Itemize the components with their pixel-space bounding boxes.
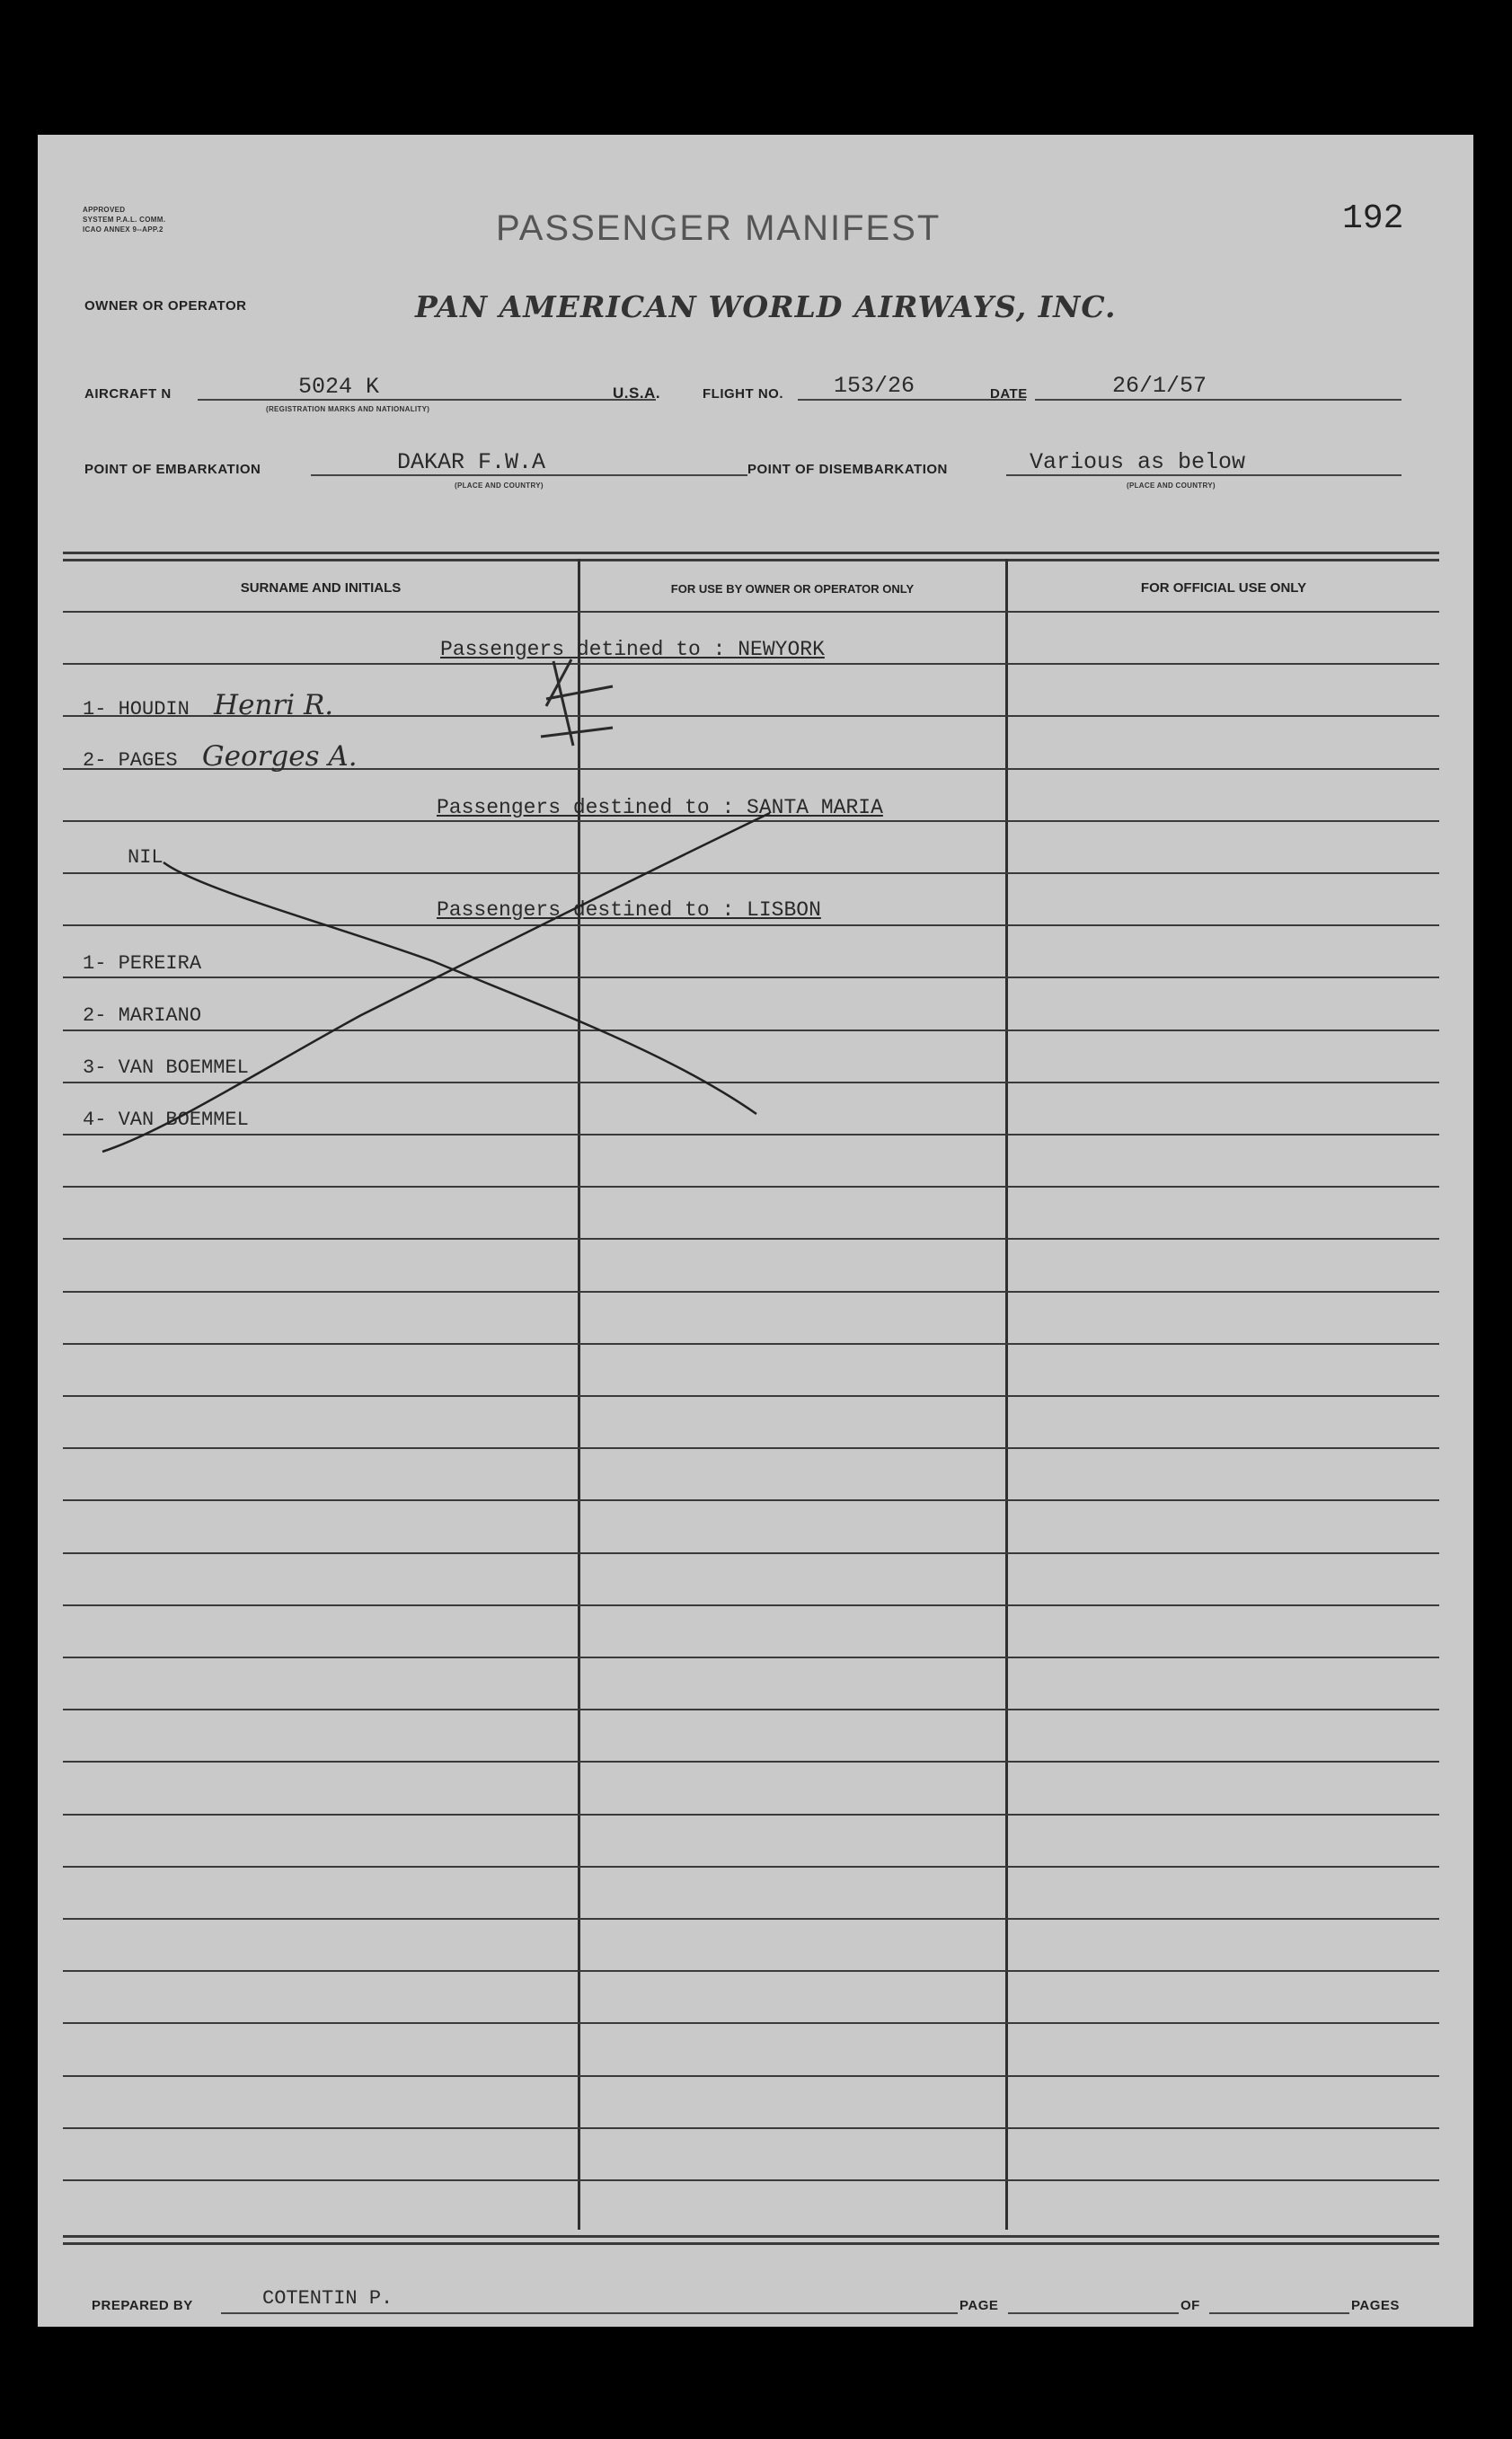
prepared-underline (221, 2312, 958, 2314)
column-header-surname: SURNAME AND INITIALS (240, 580, 402, 596)
page-label: PAGE (959, 2298, 999, 2313)
of-label: OF (1180, 2298, 1200, 2313)
passenger-row-4: 2- MARIANO (83, 1004, 202, 1027)
owner-value: PAN AMERICAN WORLD AIRWAYS, INC. (415, 289, 1117, 324)
passenger-2-typed: 2- PAGES (83, 749, 178, 772)
usa-label: U.S.A. (613, 384, 661, 402)
aircraft-value: 5024 K (298, 374, 380, 400)
aircraft-label: AIRCRAFT N (84, 386, 172, 402)
embark-value: DAKAR F.W.A (397, 449, 546, 475)
handwritten-marks (38, 135, 1473, 2327)
passenger-1-handwritten: Henri R. (214, 689, 334, 721)
owner-label: OWNER OR OPERATOR (84, 298, 247, 314)
cross-out-line-2 (102, 813, 770, 1152)
embark-label: POINT OF EMBARKATION (84, 462, 261, 477)
passenger-row-5: 3- VAN BOEMMEL (83, 1056, 249, 1079)
approval-line-3: ICAO ANNEX 9--APP.2 (83, 225, 164, 234)
page-title: PASSENGER MANIFEST (496, 208, 942, 248)
prepared-value: COTENTIN P. (262, 2287, 393, 2310)
column-header-official: FOR OFFICIAL USE ONLY (1140, 580, 1307, 596)
flight-label: FLIGHT NO. (703, 386, 783, 402)
disembark-value: Various as below (1030, 449, 1246, 475)
check-mark-a-1 (541, 659, 613, 746)
destination-newyork: Passengers detined to : NEWYORK (440, 638, 825, 661)
prepared-label: PREPARED BY (92, 2298, 193, 2313)
column-header-operator: FOR USE BY OWNER OR OPERATOR ONLY (670, 582, 915, 596)
destination-santa-maria: Passengers destined to : SANTA MARIA (437, 796, 883, 819)
table-bottom-rule (63, 2235, 1439, 2238)
date-label: DATE (990, 386, 1028, 402)
passenger-2-handwritten: Georges A. (201, 740, 358, 773)
nil-entry: NIL (128, 846, 164, 869)
passenger-row-6: 4- VAN BOEMMEL (83, 1109, 249, 1131)
aircraft-sublabel: (REGISTRATION MARKS AND NATIONALITY) (266, 405, 430, 413)
passenger-row-3: 1- PEREIRA (83, 952, 202, 975)
page-number: 192 (1342, 199, 1404, 238)
date-value: 26/1/57 (1112, 373, 1207, 399)
passenger-1-typed: 1- HOUDIN (83, 698, 190, 720)
pages-label: PAGES (1351, 2298, 1400, 2313)
embark-sublabel: (PLACE AND COUNTRY) (455, 482, 544, 490)
approval-line-1: APPROVED (83, 206, 126, 214)
of-underline (1209, 2312, 1349, 2314)
destination-lisbon: Passengers destined to : LISBON (437, 898, 821, 922)
flight-value: 153/26 (834, 373, 915, 399)
approval-line-2: SYSTEM P.A.L. COMM. (83, 216, 166, 224)
manifest-sheet (38, 135, 1473, 2327)
table-bottom-rule-2 (63, 2242, 1439, 2245)
disembark-label: POINT OF DISEMBARKATION (747, 462, 948, 477)
page-underline (1008, 2312, 1179, 2314)
disembark-sublabel: (PLACE AND COUNTRY) (1127, 482, 1216, 490)
